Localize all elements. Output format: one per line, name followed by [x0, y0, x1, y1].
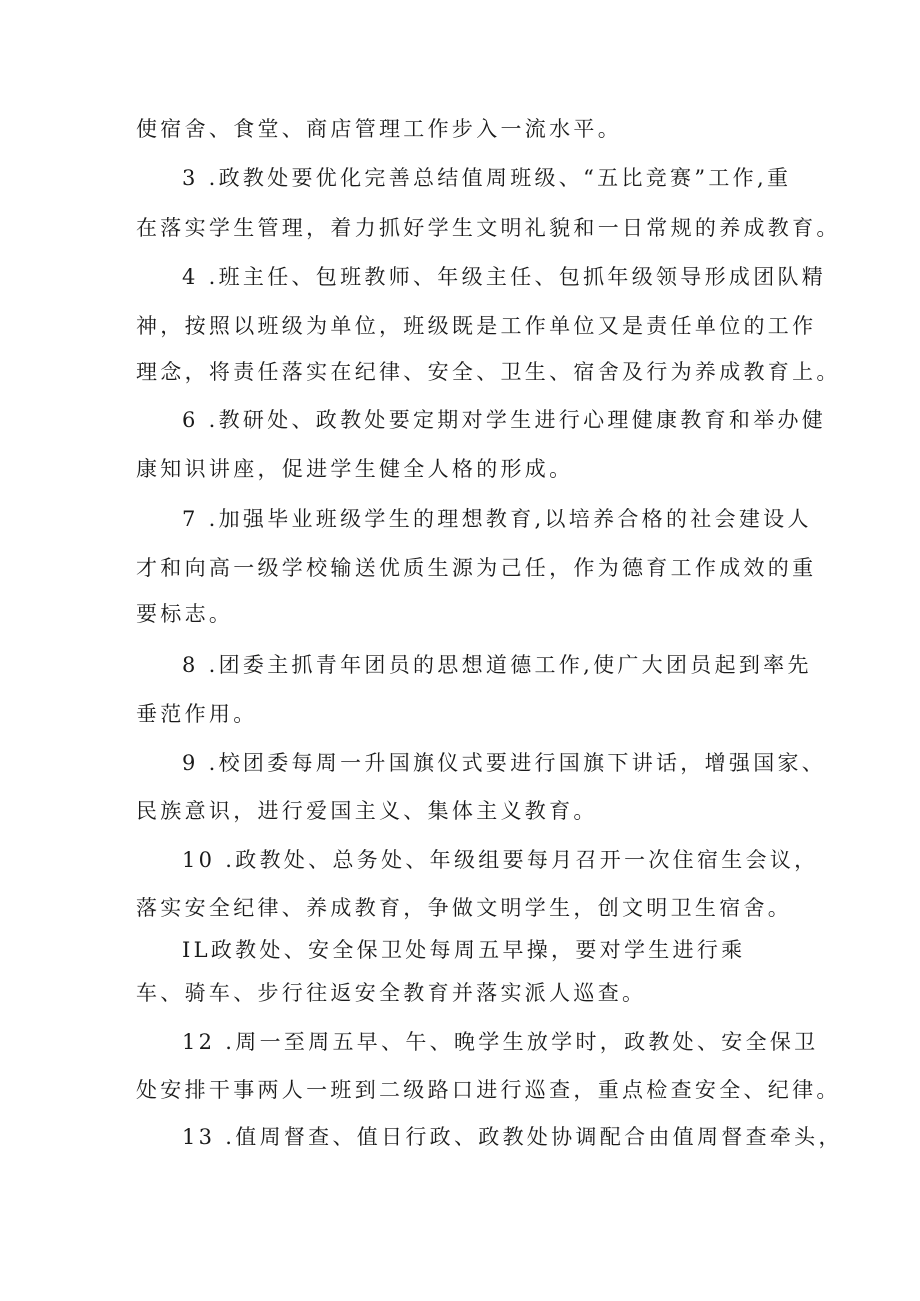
text-line: 民族意识，进行爱国主义、集体主义教育。 [136, 799, 598, 823]
text-line: 12 .周一至周五早、午、晚学生放学时，政教处、安全保卫 [182, 1030, 819, 1054]
text-line: 3 .政教处要优化完善总结值周班级、“五比竞赛”工作,重 [182, 166, 792, 190]
text-line: 6 .教研处、政教处要定期对学生进行心理健康教育和举办健 [182, 408, 827, 432]
text-line: 要标志。 [136, 602, 234, 626]
text-line: 4 .班主任、包班教师、年级主任、包抓年级领导形成团队精 [182, 265, 827, 289]
text-line: IL政教处、安全保卫处每周五早操，要对学生进行乘 [182, 938, 746, 962]
text-line: 落实安全纪律、养成教育，争做文明学生，创文明卫生宿舍。 [136, 896, 793, 920]
text-line: 垂范作用。 [136, 702, 258, 726]
text-line: 理念，将责任落实在纪律、安全、卫生、宿舍及行为养成教育上。 [136, 360, 841, 384]
text-line: 康知识讲座，促进学生健全人格的形成。 [136, 457, 574, 481]
text-line: 使宿舍、食堂、商店管理工作步入一流水平。 [136, 117, 622, 141]
text-line: 13 .值周督查、值日行政、政教处协调配合由值周督查牵头， [182, 1125, 843, 1149]
text-line: 9 .校团委每周一升国旗仪式要进行国旗下讲话，增强国家、 [182, 751, 827, 775]
text-line: 神，按照以班级为单位，班级既是工作单位又是责任单位的工作 [136, 314, 817, 338]
text-line: 在落实学生管理，着力抓好学生文明礼貌和一日常规的养成教育。 [136, 216, 841, 240]
text-line: 10 .政教处、总务处、年级组要每月召开一次住宿生会议， [182, 848, 819, 872]
text-line: 才和向高一级学校输送优质生源为己任，作为德育工作成效的重 [136, 556, 817, 580]
text-line: 7 .加强毕业班级学生的理想教育,以培养合格的社会建设人 [182, 507, 812, 531]
text-line: 8 .团委主抓青年团员的思想道德工作,使广大团员起到率先 [182, 653, 812, 677]
text-line: 车、骑车、步行往返安全教育并落实派人巡查。 [136, 981, 647, 1005]
text-line: 处安排干事两人一班到二级路口进行巡查，重点检查安全、纪律。 [136, 1078, 841, 1102]
